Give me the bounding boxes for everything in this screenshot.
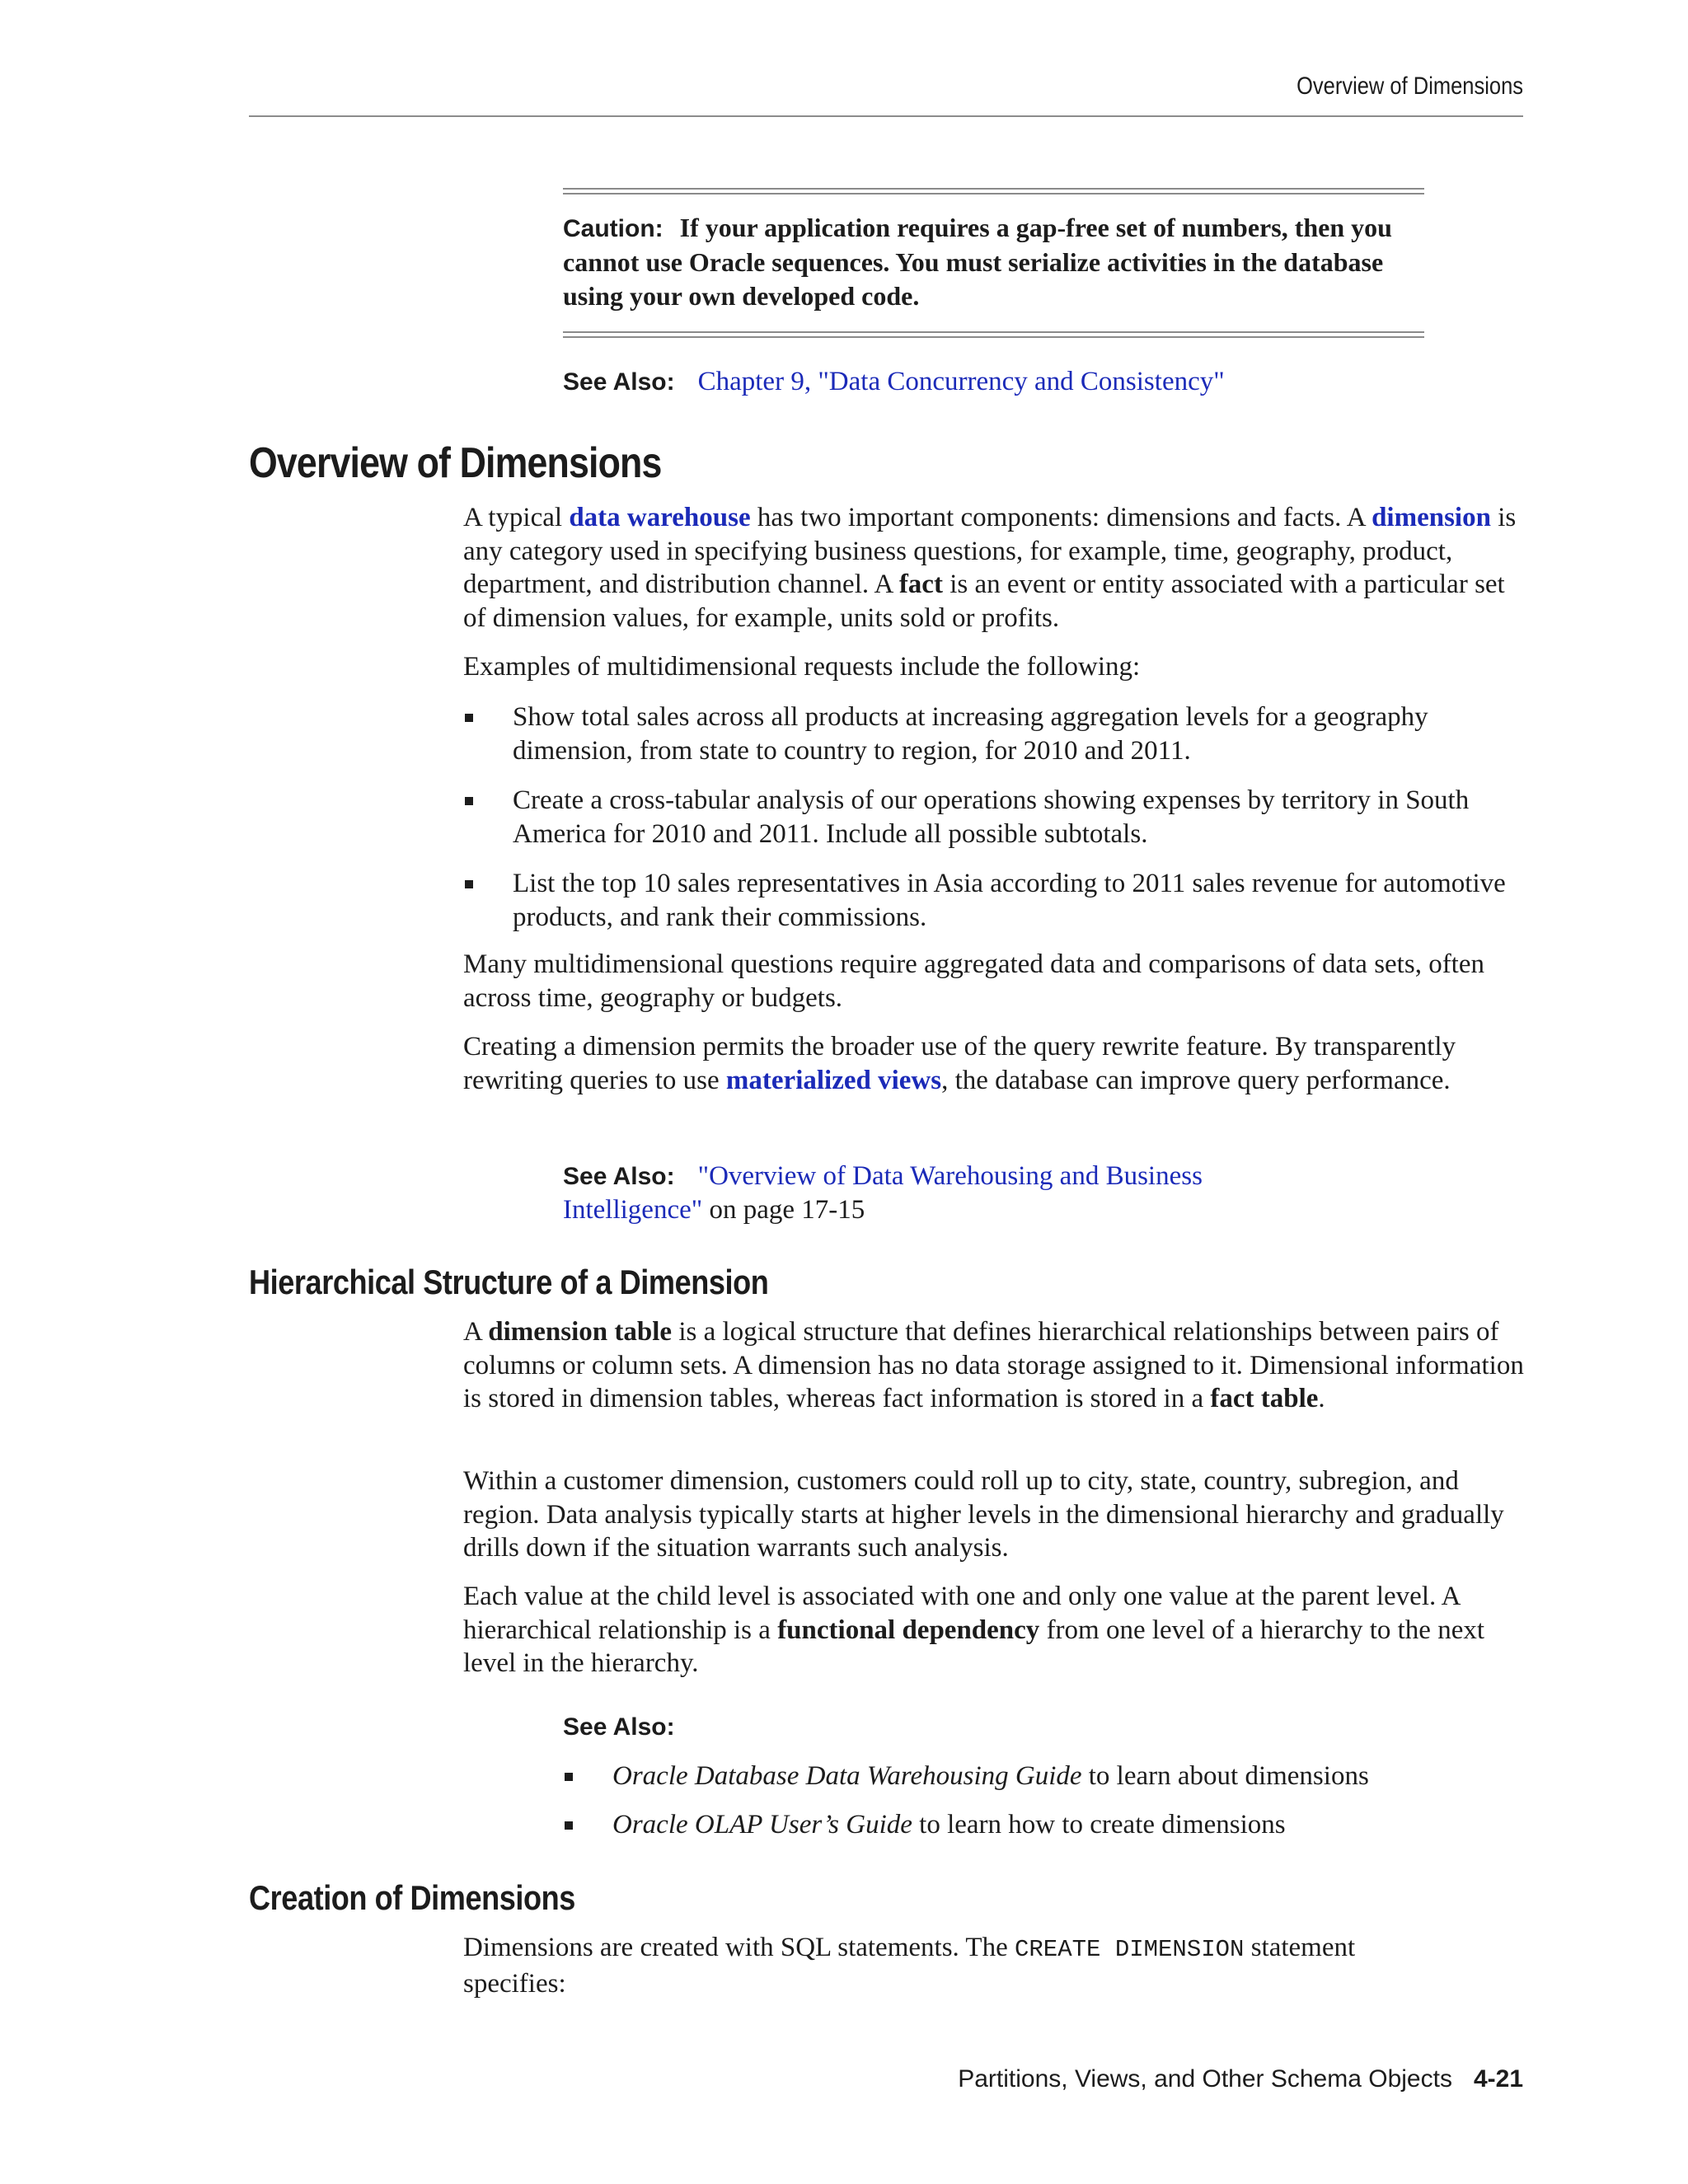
bullet-square-icon bbox=[465, 880, 473, 888]
bullet-square-icon bbox=[565, 1821, 573, 1830]
see-also-warehousing: See Also: "Overview of Data Warehousing and Business Intelligence" on page 17-15 bbox=[563, 1161, 1203, 1225]
see-also-label: See Also: bbox=[563, 368, 675, 396]
list-item: List the top 10 sales representatives in Asia according to 2011 sales revenue for automotive products, and rank their commissions. bbox=[463, 867, 1526, 934]
fact-term: fact bbox=[898, 569, 943, 599]
guide-title: Oracle Database Data Warehousing Guide bbox=[612, 1761, 1082, 1791]
functional-dependency-term: functional dependency bbox=[777, 1615, 1040, 1645]
dimension-link[interactable]: dimension bbox=[1372, 503, 1491, 532]
caution-label: Caution: bbox=[563, 215, 663, 242]
caution-top-rule bbox=[563, 188, 1424, 194]
caution-box bbox=[563, 188, 1424, 338]
list-item: Oracle OLAP User’s Guide to learn how to create dimensions bbox=[563, 1808, 1470, 1841]
warehousing-overview-link[interactable]: "Overview of Data Warehousing and Business Intelligence" bbox=[563, 1161, 1203, 1225]
caution-bottom-rule bbox=[563, 331, 1424, 338]
customer-dimension-paragraph: Within a customer dimension, customers could roll up to city, state, country, subregion, and region. Data analysis typically starts at higher levels in the dimensional hierarchy and gradually drills down if the situation warrants such analysis. bbox=[463, 1466, 1504, 1563]
footer-title: Partitions, Views, and Other Schema Objects bbox=[958, 2065, 1452, 2093]
bullet-square-icon bbox=[465, 714, 473, 722]
dimension-table-paragraph: A dimension table is a logical structure that defines hierarchical relationships between pairs of columns or column sets. A dimension has no data storage assigned to it. Dimensional information is stored in dimension tables, whereas fact information is stored in a fact table. bbox=[463, 1317, 1524, 1413]
dimension-table-term: dimension table bbox=[488, 1317, 673, 1347]
creation-heading: Creation of Dimensions bbox=[249, 1878, 575, 1917]
functional-dependency-paragraph: Each value at the child level is associated with one and only one value at the parent level. A hierarchical relationship is a functional dependency from one level of a hierarchy to the next level in the hierarchy. bbox=[463, 1582, 1485, 1678]
see-also-label: See Also: bbox=[563, 1713, 675, 1741]
list-item: Oracle Database Data Warehousing Guide to learn about dimensions bbox=[563, 1760, 1470, 1793]
intro-paragraph: A typical data warehouse has two important components: dimensions and facts. A dimension is any category used in specifying business questions, for example, time, geography, product, department, and distribution channel. A fact is an event or entity associated with a particular set of dimension values, for example, units sold or profits. bbox=[463, 503, 1517, 633]
query-rewrite-paragraph: Creating a dimension permits the broader use of the query rewrite feature. By transparently rewriting queries to use materialized views, the database can improve query performance. bbox=[463, 1032, 1456, 1095]
see-also-label: See Also: bbox=[563, 1163, 675, 1190]
page-footer bbox=[249, 2065, 1523, 2093]
aggregation-paragraph: Many multidimensional questions require aggregated data and comparisons of data sets, often across time, geography or budgets. bbox=[463, 949, 1484, 1013]
chapter-9-link[interactable]: Chapter 9, "Data Concurrency and Consistency" bbox=[697, 367, 1225, 396]
materialized-views-link[interactable]: materialized views bbox=[725, 1065, 942, 1095]
guide-title: Oracle OLAP User’s Guide bbox=[612, 1810, 912, 1840]
guides-list bbox=[563, 1760, 1470, 1857]
see-also-guides bbox=[563, 1710, 1387, 1744]
list-item: Show total sales across all products at increasing aggregation levels for a geography dimension, from state to country to region, for 2010 and 2011. bbox=[463, 701, 1526, 767]
fact-table-term: fact table bbox=[1210, 1384, 1319, 1413]
hierarchy-heading: Hierarchical Structure of a Dimension bbox=[249, 1263, 769, 1301]
header-rule bbox=[249, 115, 1523, 117]
examples-list bbox=[463, 701, 1526, 950]
examples-intro: Examples of multidimensional requests include the following: bbox=[463, 652, 1141, 682]
data-warehouse-link[interactable]: data warehouse bbox=[569, 503, 751, 532]
see-also-concurrency bbox=[563, 365, 1387, 399]
running-header: Overview of Dimensions bbox=[1296, 73, 1523, 100]
create-dimension-code: CREATE DIMENSION bbox=[1015, 1936, 1245, 1963]
caution-text bbox=[563, 194, 1424, 331]
caution-body: If your application requires a gap-free set of numbers, then you cannot use Oracle sequences. You must serialize activities in the database using your own developed code. bbox=[563, 213, 1392, 311]
bullet-square-icon bbox=[465, 797, 473, 805]
creation-paragraph: Dimensions are created with SQL statements. The CREATE DIMENSION statement specifies: bbox=[463, 1933, 1356, 1999]
list-item: Create a cross-tabular analysis of our operations showing expenses by territory in South America for 2010 and 2011. Include all possible subtotals. bbox=[463, 784, 1526, 851]
bullet-square-icon bbox=[565, 1773, 573, 1781]
page-number: 4-21 bbox=[1473, 2065, 1523, 2093]
section-title: Overview of Dimensions bbox=[249, 439, 662, 487]
